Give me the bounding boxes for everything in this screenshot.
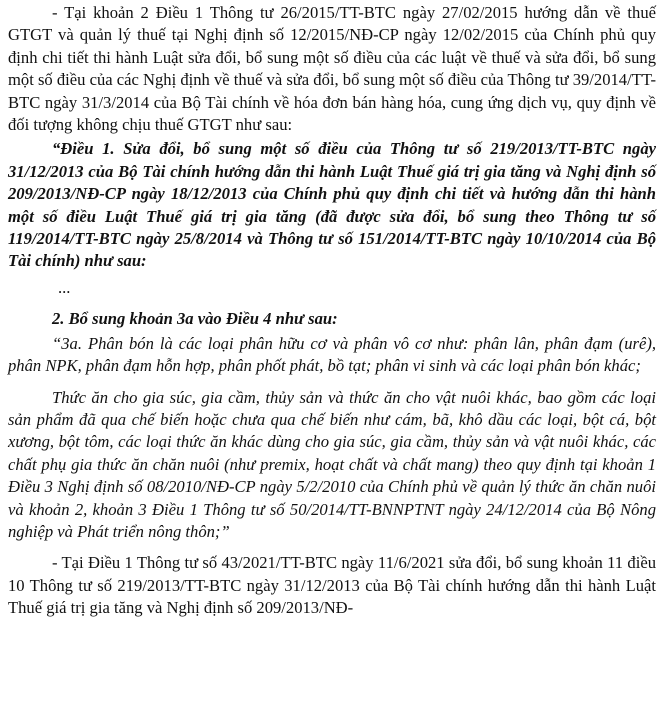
intro-paragraph: - Tại khoản 2 Điều 1 Thông tư 26/2015/TT-BTC ngày 27/02/2015 hướng dẫn về thuế GTGT và quản lý thuế tại Nghị định số 12/2015/NĐ-CP ngày 12/02/2015 của Chính phủ quy định chi tiết thi hành Luật sửa đổi, bổ sung một số điều của các luật về thuế và sửa đổi, bổ sung một số điều của các Nghị định về thuế và sửa đổi, bổ sung một số điều của Thông tư 39/2014/TT-BTC ngày 31/3/2014 của Bộ Tài chính về hóa đơn bán hàng hóa, cung ứng dịch vụ, quy định về đối tượng không chịu thuế GTGT như sau: bbox=[8, 3, 656, 135]
circular-43-paragraph: - Tại Điều 1 Thông tư số 43/2021/TT-BTC ngày 11/6/2021 sửa đổi, bổ sung khoản 11 điều 10 Thông tư số 219/2013/TT-BTC ngày 31/12/2013 của Bộ Tài chính hướng dẫn thi hành Luật Thuế giá trị gia tăng và Nghị định số 209/2013/NĐ- bbox=[8, 553, 656, 618]
clause-3a-fertilizer: “3a. Phân bón là các loại phân hữu cơ và phân vô cơ như: phân lân, phân đạm (urê), phân NPK, phân đạm hỗn hợp, phân phốt phát, bồ tạt; phân vi sinh và các loại phân bón khác; bbox=[8, 333, 656, 376]
section-2-heading: 2. Bổ sung khoản 3a vào Điều 4 như sau: bbox=[52, 309, 338, 329]
clause-3a-animal-feed: Thức ăn cho gia súc, gia cầm, thủy sản và thức ăn cho vật nuôi khác, bao gồm các loại sản phẩm đã qua chế biến hoặc chưa qua chế biến như cám, bã, khô dầu các loại, bột cá, bột xương, bột tôm, các loại thức ăn khác dùng cho gia súc, gia cầm, thủy sản và vật nuôi khác, các chất phụ gia thức ăn chăn nuôi (như premix, hoạt chất và chất mang) theo quy định tại khoản 1 Điều 3 Nghị định số 08/2010/NĐ-CP ngày 5/2/2010 của Chính phủ về quản lý thức ăn chăn nuôi và khoản 2, khoản 3 Điều 1 Thông tư số 50/2014/TT-BNNPTNT ngày 24/12/2014 của Bộ Nông nghiệp và Phát triển nông thôn;” bbox=[8, 387, 656, 541]
article-1-quote: “Điều 1. Sửa đổi, bổ sung một số điều của Thông tư số 219/2013/TT-BTC ngày 31/12/2013 của Bộ Tài chính hướng dẫn thi hành Luật Thuế giá trị gia tăng và Nghị định số 209/2013/NĐ-CP ngày 18/12/2013 của Chính phủ quy định chi tiết và hướng dẫn thi hành một số điều Luật Thuế giá trị gia tăng (đã được sửa đổi, bổ sung theo Thông tư số 119/2014/TT-BTC ngày 25/8/2014 và Thông tư số 151/2014/TT-BTC ngày 10/10/2014 của Bộ Tài chính) như sau: bbox=[8, 139, 656, 271]
omission-ellipsis: ... bbox=[58, 277, 71, 297]
